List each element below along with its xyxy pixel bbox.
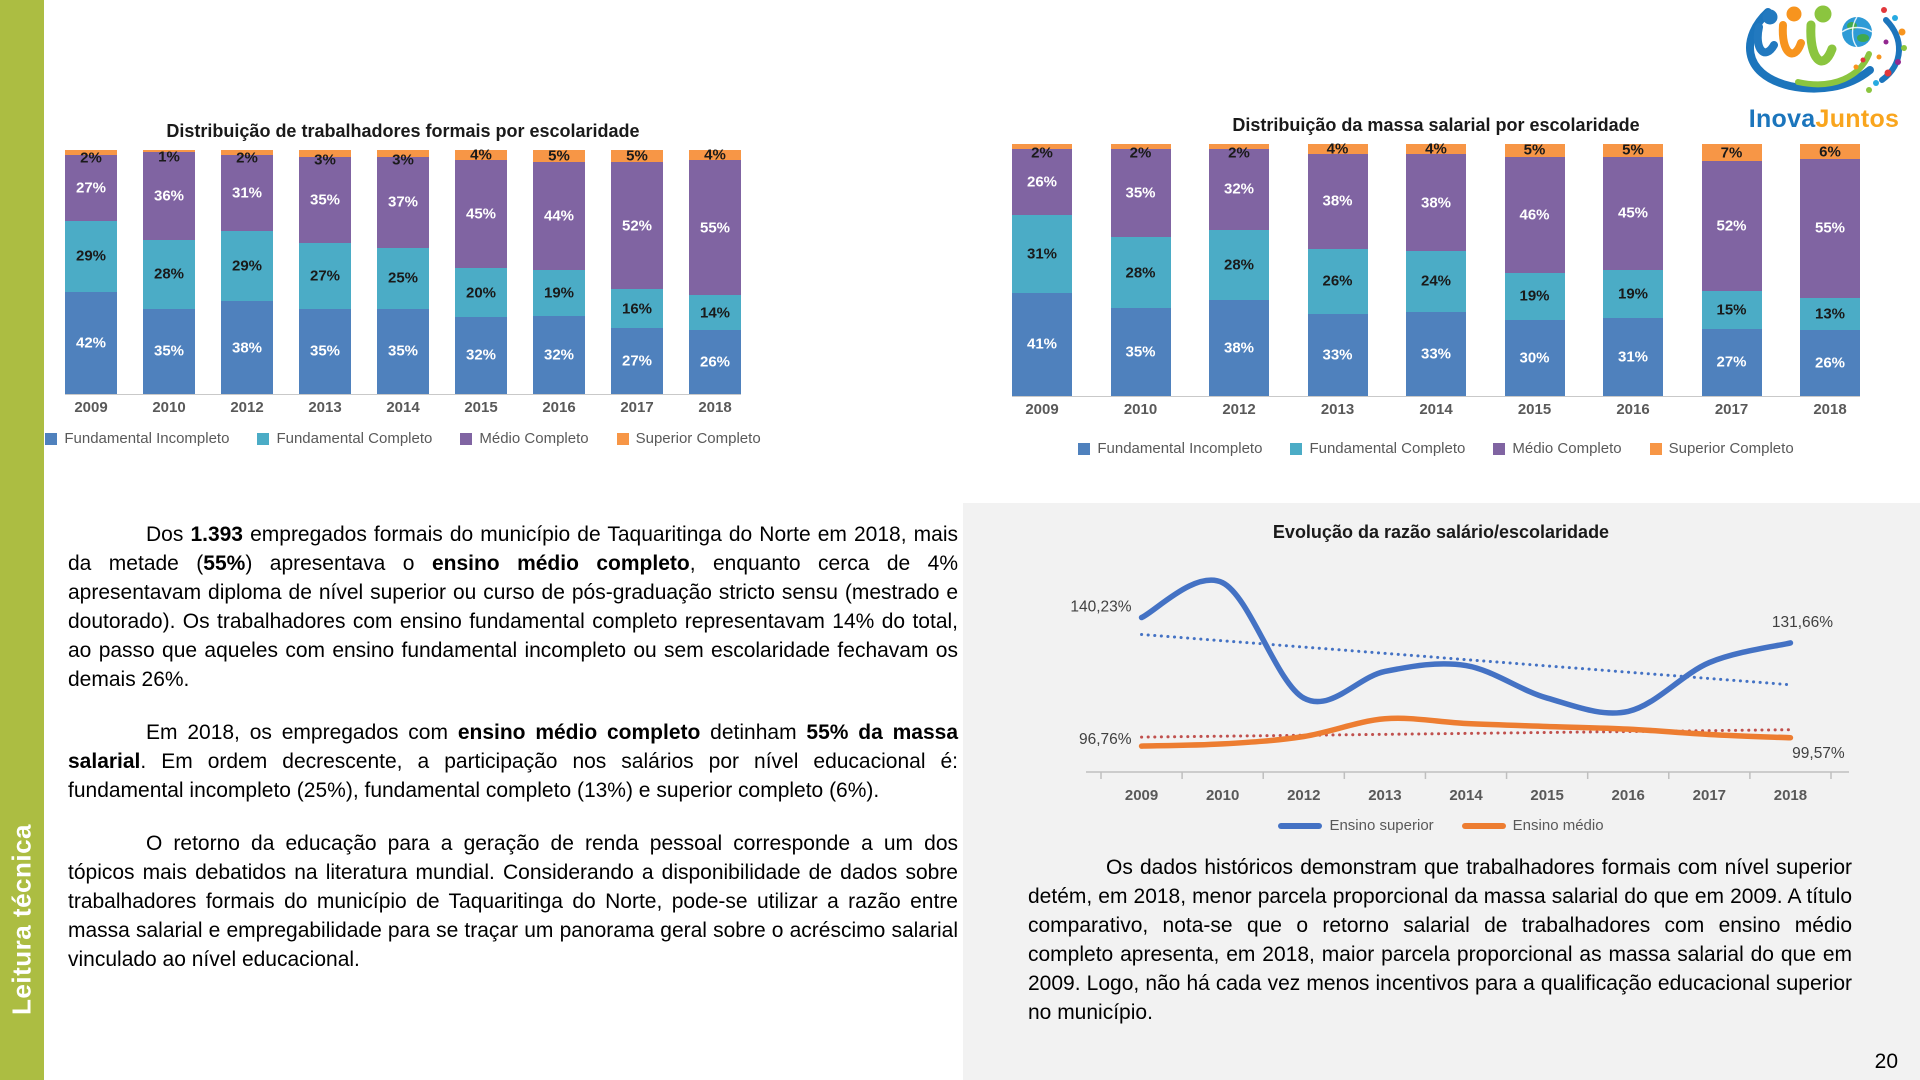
year-label: 2016 bbox=[1616, 401, 1650, 418]
bar-2012 bbox=[221, 150, 273, 394]
paragraph-historical-data bbox=[1028, 853, 1852, 1027]
segment bbox=[1406, 154, 1466, 251]
segment bbox=[1800, 159, 1860, 298]
segment bbox=[377, 248, 429, 309]
segment-value-label: 19% bbox=[1519, 287, 1550, 305]
segment bbox=[65, 221, 117, 292]
segment bbox=[299, 157, 351, 242]
bar-2013 bbox=[299, 150, 351, 394]
bar-2017 bbox=[1702, 144, 1762, 396]
legend-item bbox=[460, 430, 588, 447]
series-line-ensino-médio bbox=[1142, 718, 1791, 746]
segment-value-label: 28% bbox=[1223, 256, 1255, 274]
chart-salary-schooling-ratio bbox=[991, 519, 1891, 834]
text-run: Os dados históricos demonstram que trabalhadores formais com nível superior detém, em 2018, menor parcela proporcional da massa salarial do que em 2009. A título comparativo, nota-se que o retorno salarial de trabalhadores com ensino médio completo apresenta, em 2018, maior parcela proporcional as massa salarial do que em 2009. Logo, não há cada vez menos incentivos para a qualificação educacional superior no município. bbox=[1028, 856, 1852, 1024]
segment-value-label: 27% bbox=[75, 179, 107, 197]
segment bbox=[1603, 270, 1663, 318]
series-line-ensino-superior bbox=[1142, 580, 1791, 713]
segment-value-label: 41% bbox=[1026, 335, 1058, 353]
legend-swatch bbox=[1078, 443, 1090, 455]
segment bbox=[1406, 140, 1466, 158]
segment-value-label: 6% bbox=[1819, 143, 1841, 161]
segment-value-label: 5% bbox=[1622, 141, 1644, 159]
segment-value-label: 1% bbox=[158, 148, 180, 166]
legend-label: Superior Completo bbox=[1668, 440, 1794, 457]
segment bbox=[1800, 330, 1860, 396]
segment-value-label: 2% bbox=[1031, 144, 1053, 162]
text-run: , enquanto cerca de 4% apresentavam diploma de nível superior ou curso de pós-graduação stricto sensu (mestrado e doutorado). Os trabalhadores com ensino fundamental completo representavam 14% do total, ao passo que aqueles com ensino fundamental incompleto ou sem escolaridade fechavam os demais 26%. bbox=[68, 552, 958, 691]
bar-2018 bbox=[1800, 144, 1860, 396]
bar-2015 bbox=[455, 146, 507, 394]
bar-2009 bbox=[1012, 144, 1072, 396]
x-axis-labels bbox=[65, 399, 741, 416]
segment bbox=[1406, 251, 1466, 312]
segment-value-label: 46% bbox=[1519, 206, 1550, 224]
text-run: . Em ordem decrescente, a participação nos salários por nível educacional é: fundamental incompleto (25%), fundamental completo (13%) e superior completo (6%). bbox=[68, 750, 958, 802]
text-run: empregados formais do município de Taquaritinga do Norte em 2018, mais da metade ( bbox=[68, 523, 958, 575]
data-label: 131,66% bbox=[1771, 613, 1834, 631]
chart-title: Evolução da razão salário/escolaridade bbox=[1272, 522, 1610, 542]
year-label: 2014 bbox=[1419, 401, 1453, 418]
chart-legend bbox=[64, 430, 761, 447]
segment-value-label: 30% bbox=[1519, 349, 1550, 367]
bar-2013 bbox=[1308, 140, 1368, 396]
data-label: 99,57% bbox=[1792, 744, 1845, 762]
segment-value-label: 19% bbox=[1617, 285, 1649, 303]
text-run: O retorno da educação para a geração de renda pessoal corresponde a um dos tópicos mais debatidos na literatura mundial. Considerando a disponibilidade de dados sobre trabalhadores formais do município de Taquaritinga do Norte, pode-se utilizar a razão entre massa salarial e empregabilidade para se traçar um panorama geral sobre o acréscimo salarial vinculado ao nível educacional. bbox=[68, 832, 958, 971]
segment bbox=[611, 289, 663, 328]
segment bbox=[533, 270, 585, 316]
segment bbox=[1603, 157, 1663, 270]
segment-value-label: 45% bbox=[1617, 204, 1649, 222]
logo-text-inova: Inova bbox=[1748, 105, 1816, 133]
bar-2010 bbox=[143, 150, 195, 394]
legend-swatch bbox=[257, 433, 269, 445]
legend-swatch bbox=[1493, 443, 1505, 455]
segment-value-label: 4% bbox=[1425, 140, 1447, 158]
segment bbox=[1800, 298, 1860, 331]
inovajuntos-logo bbox=[1738, 2, 1910, 134]
segment bbox=[533, 147, 585, 165]
segment bbox=[455, 146, 507, 164]
paragraph-employees-2018 bbox=[68, 520, 958, 694]
segment-value-label: 3% bbox=[392, 151, 414, 169]
segment bbox=[1406, 312, 1466, 396]
year-label: 2015 bbox=[464, 399, 498, 416]
year-label: 2016 bbox=[542, 399, 576, 416]
segment-value-label: 5% bbox=[626, 147, 648, 165]
segment-value-label: 38% bbox=[1420, 194, 1452, 212]
segment bbox=[1209, 144, 1269, 161]
segment bbox=[455, 160, 507, 269]
segment bbox=[1012, 293, 1072, 396]
segment-value-label: 29% bbox=[231, 257, 263, 275]
year-label: 2012 bbox=[1287, 787, 1321, 804]
legend-label: Ensino médio bbox=[1512, 817, 1604, 834]
segment bbox=[611, 328, 663, 394]
chart-legend bbox=[1012, 440, 1860, 457]
text-run-bold: ensino médio completo bbox=[457, 721, 701, 744]
year-label: 2009 bbox=[74, 399, 108, 416]
segment bbox=[1111, 144, 1171, 161]
segment bbox=[299, 150, 351, 169]
segment-value-label: 38% bbox=[231, 339, 263, 357]
legend-label: Superior Completo bbox=[635, 430, 761, 447]
year-label: 2013 bbox=[308, 399, 342, 416]
segment bbox=[1012, 144, 1072, 162]
segment bbox=[455, 317, 507, 394]
year-label: 2010 bbox=[152, 399, 186, 416]
segment bbox=[533, 162, 585, 269]
segment-value-label: 5% bbox=[1523, 141, 1546, 159]
segment bbox=[1308, 154, 1368, 249]
year-label: 2017 bbox=[1692, 787, 1727, 804]
bar-2016 bbox=[1603, 141, 1663, 396]
bar-2009 bbox=[65, 150, 117, 394]
year-label: 2012 bbox=[230, 399, 264, 416]
segment bbox=[221, 149, 273, 167]
bar-2016 bbox=[533, 147, 585, 394]
segment-value-label: 37% bbox=[387, 193, 419, 211]
segment-value-label: 4% bbox=[704, 146, 726, 164]
text-run: detinham bbox=[700, 721, 807, 744]
segment bbox=[689, 160, 741, 296]
chart-legend bbox=[991, 817, 1891, 834]
segment-value-label: 35% bbox=[387, 342, 419, 360]
legend-item bbox=[1278, 817, 1433, 834]
year-label: 2014 bbox=[1449, 787, 1483, 804]
segment bbox=[1702, 144, 1762, 161]
segment-value-label: 55% bbox=[1814, 219, 1846, 237]
year-label: 2013 bbox=[1320, 401, 1355, 418]
segment-value-label: 36% bbox=[153, 187, 185, 205]
segment bbox=[1505, 273, 1565, 321]
bar-2014 bbox=[1406, 140, 1466, 396]
bar-2012 bbox=[1209, 144, 1269, 396]
text-run: Em 2018, os empregados com bbox=[146, 721, 458, 744]
text-run-bold: 55% da massa salarial bbox=[68, 721, 958, 773]
segment-value-label: 2% bbox=[236, 149, 258, 167]
segment bbox=[611, 147, 663, 165]
segment-value-label: 15% bbox=[1716, 301, 1747, 319]
legend-label: Fundamental Incompleto bbox=[64, 430, 230, 447]
segment-value-label: 27% bbox=[309, 267, 341, 285]
legend-swatch bbox=[1290, 443, 1302, 455]
year-label: 2010 bbox=[1205, 787, 1240, 804]
chart-workers-by-schooling bbox=[64, 118, 761, 447]
legend-item bbox=[257, 430, 432, 447]
segment bbox=[1603, 318, 1663, 396]
segment-value-label: 27% bbox=[621, 352, 653, 370]
segment-value-label: 38% bbox=[1322, 192, 1353, 210]
bar-2015 bbox=[1505, 141, 1565, 396]
legend-label: Médio Completo bbox=[1512, 440, 1622, 457]
segment-value-label: 45% bbox=[465, 205, 497, 223]
logo-graphic bbox=[1738, 2, 1910, 102]
segment-value-label: 38% bbox=[1223, 339, 1255, 357]
legend-line-swatch bbox=[1462, 823, 1506, 829]
segment bbox=[377, 150, 429, 169]
text-run-bold: ensino médio completo bbox=[431, 552, 690, 575]
segment bbox=[1505, 320, 1565, 396]
legend-label: Fundamental Incompleto bbox=[1097, 440, 1263, 457]
segment bbox=[377, 157, 429, 247]
legend-item bbox=[45, 430, 229, 447]
bar-2018 bbox=[689, 146, 741, 394]
segment bbox=[611, 162, 663, 289]
segment-value-label: 7% bbox=[1720, 144, 1743, 162]
year-label: 2015 bbox=[1530, 787, 1564, 804]
segment-value-label: 2% bbox=[80, 149, 102, 167]
chart-title: Distribuição da massa salarial por escolaridade bbox=[1232, 115, 1640, 135]
segment-value-label: 55% bbox=[699, 219, 731, 237]
segment-value-label: 35% bbox=[1125, 343, 1156, 361]
segment bbox=[1702, 329, 1762, 396]
segment-value-label: 32% bbox=[1223, 180, 1255, 198]
segment-value-label: 31% bbox=[1617, 348, 1649, 366]
chart-salary-mass-by-schooling bbox=[1012, 112, 1860, 457]
segment bbox=[1505, 141, 1565, 159]
segment bbox=[1702, 291, 1762, 328]
segment-value-label: 52% bbox=[621, 217, 653, 235]
text-run: Dos bbox=[146, 523, 191, 546]
segment-value-label: 4% bbox=[1326, 140, 1349, 158]
legend-item bbox=[1078, 440, 1262, 457]
segment-value-label: 31% bbox=[1026, 245, 1058, 263]
segment bbox=[1111, 149, 1171, 237]
year-label: 2016 bbox=[1611, 787, 1645, 804]
segment bbox=[143, 148, 195, 166]
legend-label: Ensino superior bbox=[1329, 817, 1434, 834]
segment bbox=[1209, 149, 1269, 230]
segment bbox=[65, 149, 117, 167]
segment-value-label: 35% bbox=[309, 191, 341, 209]
page-number: 20 bbox=[1874, 1050, 1898, 1073]
segment-value-label: 2% bbox=[1228, 144, 1250, 161]
segment-value-label: 24% bbox=[1420, 272, 1452, 290]
segment-value-label: 29% bbox=[75, 247, 107, 265]
segment bbox=[455, 268, 507, 316]
paragraph-education-return bbox=[68, 829, 958, 974]
segment bbox=[689, 146, 741, 164]
segment-value-label: 32% bbox=[543, 346, 575, 364]
legend-item bbox=[1493, 440, 1621, 457]
legend-label: Fundamental Completo bbox=[1309, 440, 1466, 457]
segment bbox=[1209, 230, 1269, 301]
sidebar-strip bbox=[0, 0, 44, 1080]
logo-text-juntos: Juntos bbox=[1815, 105, 1900, 133]
year-label: 2013 bbox=[1368, 787, 1402, 804]
year-label: 2015 bbox=[1517, 401, 1552, 418]
segment-value-label: 42% bbox=[75, 334, 107, 352]
legend-item bbox=[1650, 440, 1794, 457]
segment bbox=[689, 330, 741, 394]
legend-line-swatch bbox=[1278, 823, 1322, 829]
segment bbox=[689, 295, 741, 330]
segment-value-label: 5% bbox=[548, 147, 570, 165]
data-label: 140,23% bbox=[1070, 598, 1132, 616]
legend-item bbox=[617, 430, 761, 447]
segment-value-label: 16% bbox=[621, 300, 653, 318]
segment-value-label: 44% bbox=[543, 207, 575, 225]
segment-value-label: 14% bbox=[699, 304, 731, 322]
segment bbox=[1308, 314, 1368, 396]
segment-value-label: 33% bbox=[1322, 346, 1353, 364]
paragraph-salary-mass-2018 bbox=[68, 718, 958, 805]
segment bbox=[299, 309, 351, 394]
year-label: 2018 bbox=[1773, 787, 1808, 804]
segment-value-label: 26% bbox=[699, 353, 731, 371]
legend-label: Médio Completo bbox=[479, 430, 589, 447]
segment-value-label: 35% bbox=[1125, 184, 1156, 202]
year-label: 2009 bbox=[1025, 401, 1059, 418]
segment bbox=[1209, 300, 1269, 396]
year-label: 2018 bbox=[1813, 401, 1847, 418]
segment bbox=[1308, 140, 1368, 158]
segment-value-label: 27% bbox=[1716, 353, 1747, 371]
segment bbox=[143, 240, 195, 308]
segment bbox=[1505, 157, 1565, 273]
segment-value-label: 25% bbox=[387, 269, 419, 287]
segment bbox=[1012, 215, 1072, 293]
legend-swatch bbox=[460, 433, 472, 445]
year-label: 2017 bbox=[620, 399, 654, 416]
text-run: ) apresentava o bbox=[245, 552, 432, 575]
segment bbox=[1111, 308, 1171, 396]
segment-value-label: 26% bbox=[1322, 272, 1353, 290]
segment bbox=[533, 316, 585, 394]
segment-value-label: 20% bbox=[465, 284, 497, 302]
segment bbox=[377, 309, 429, 394]
x-axis-labels bbox=[1012, 401, 1860, 418]
segment bbox=[1603, 141, 1663, 159]
bars-area bbox=[65, 146, 741, 395]
segment-value-label: 13% bbox=[1814, 305, 1846, 323]
trendline bbox=[1142, 634, 1791, 684]
legend-item bbox=[1462, 817, 1604, 834]
year-label: 2018 bbox=[698, 399, 732, 416]
technical-reading-panel bbox=[963, 503, 1920, 1080]
segment-value-label: 32% bbox=[465, 346, 497, 364]
segment-value-label: 28% bbox=[153, 265, 185, 283]
segment-value-label: 19% bbox=[543, 284, 575, 302]
bar-2017 bbox=[611, 147, 663, 394]
year-label: 2012 bbox=[1222, 401, 1256, 418]
text-run-bold: 55% bbox=[203, 552, 246, 575]
year-label: 2014 bbox=[386, 399, 420, 416]
legend-swatch bbox=[45, 433, 57, 445]
legend-label: Fundamental Completo bbox=[276, 430, 433, 447]
segment-value-label: 2% bbox=[1129, 144, 1152, 161]
chart-title: Distribuição de trabalhadores formais por escolaridade bbox=[166, 121, 640, 141]
segment-value-label: 35% bbox=[309, 342, 341, 360]
text-run-bold: 1.393 bbox=[190, 523, 243, 546]
body-text-column bbox=[68, 520, 958, 998]
data-label: 96,76% bbox=[1078, 731, 1132, 749]
year-label: 2010 bbox=[1123, 401, 1158, 418]
segment-value-label: 52% bbox=[1716, 217, 1747, 235]
segment bbox=[143, 309, 195, 394]
segment-value-label: 26% bbox=[1814, 354, 1846, 372]
segment-value-label: 31% bbox=[231, 184, 263, 202]
bars-area bbox=[1012, 140, 1860, 397]
bar-2010 bbox=[1111, 144, 1171, 396]
segment-value-label: 4% bbox=[470, 146, 492, 164]
segment-value-label: 35% bbox=[153, 342, 185, 360]
legend-item bbox=[1290, 440, 1465, 457]
segment bbox=[299, 243, 351, 309]
segment bbox=[221, 301, 273, 394]
segment bbox=[221, 231, 273, 302]
bar-2014 bbox=[377, 150, 429, 394]
legend-swatch bbox=[1650, 443, 1662, 455]
segment bbox=[1308, 249, 1368, 314]
line-chart-plot bbox=[991, 547, 1871, 817]
segment bbox=[1800, 144, 1860, 159]
year-label: 2009 bbox=[1124, 787, 1159, 804]
legend-swatch bbox=[617, 433, 629, 445]
segment-value-label: 33% bbox=[1420, 345, 1452, 363]
logo-wordmark bbox=[1738, 105, 1910, 134]
segment-value-label: 26% bbox=[1026, 173, 1058, 191]
sidebar-tab-label: Leitura técnica bbox=[6, 823, 37, 1015]
segment bbox=[1702, 161, 1762, 291]
segment-value-label: 3% bbox=[314, 151, 336, 169]
segment bbox=[65, 292, 117, 394]
segment bbox=[1111, 237, 1171, 308]
year-label: 2017 bbox=[1714, 401, 1749, 418]
segment-value-label: 28% bbox=[1125, 264, 1156, 282]
